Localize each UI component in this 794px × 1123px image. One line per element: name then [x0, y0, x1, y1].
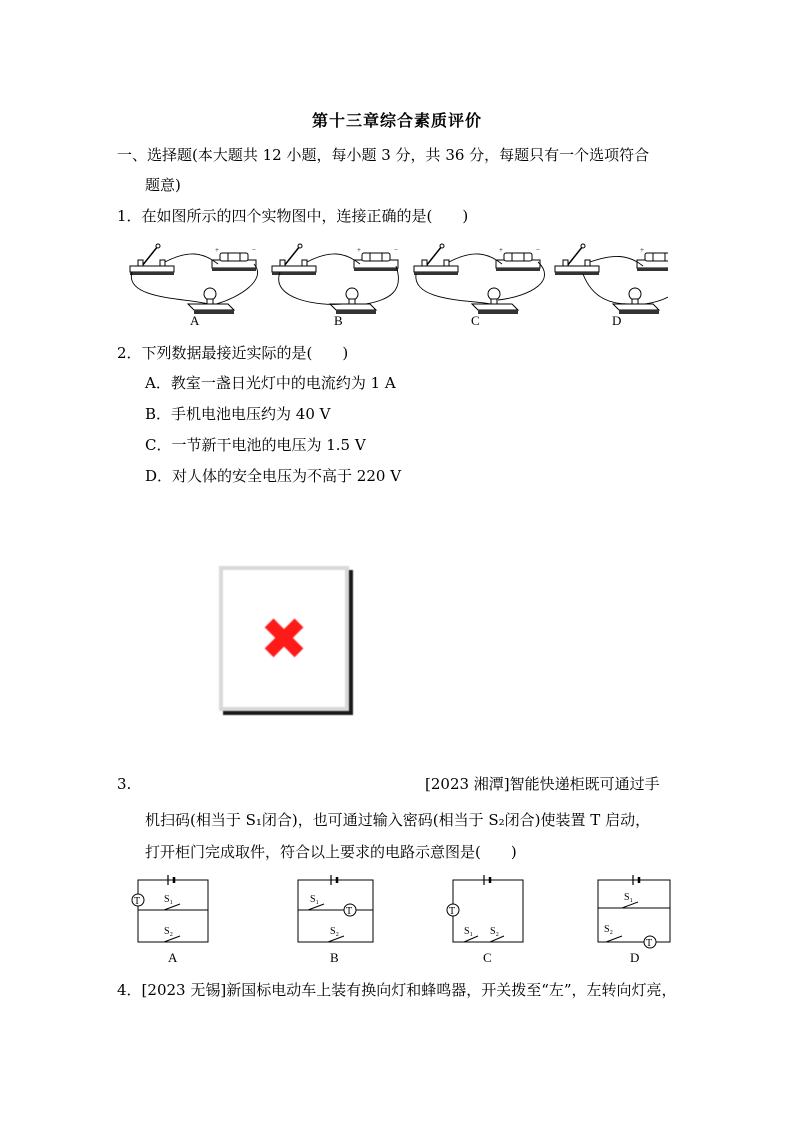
q3-label-c: C	[483, 950, 492, 965]
q3-c-device: T	[449, 906, 456, 917]
question-2-stem: 2．下列数据最接近实际的是( )	[117, 344, 349, 362]
q3-d-s1: S₁	[624, 892, 634, 903]
question-3-figure	[128, 870, 678, 970]
figure-label-d: D	[612, 313, 622, 328]
q3-d-s2: S₂	[604, 924, 614, 935]
question-1-figure	[128, 240, 668, 330]
page-title: 第十三章综合素质评价	[311, 111, 482, 130]
q3-d-device: T	[646, 938, 653, 949]
q3-a-device: T	[134, 896, 141, 907]
q3-a-s1: S₁	[164, 894, 174, 905]
q3-label-d: D	[630, 950, 640, 965]
question-3-number: 3.	[117, 775, 132, 793]
figure-label-b: B	[334, 313, 343, 328]
q3-c-s1: S₁	[464, 926, 474, 937]
question-4-stem: 4．[2023 无锡]新国标电动车上装有换向灯和蜂鸣器，开关拨至“左”，左转向灯亮，	[117, 981, 677, 999]
q3-b-device: T	[346, 906, 353, 917]
question-2-option-c: C．一节新干电池的电压为 1.5 V	[145, 436, 366, 454]
q3-a-s2: S₂	[164, 926, 174, 937]
q3-label-a: A	[168, 950, 178, 965]
question-2-option-d: D．对人体的安全电压为不高于 220 V	[145, 467, 402, 485]
q3-c-s2: S₂	[490, 926, 500, 937]
question-3-stem-line1: [2023 湘潭]智能快递柜既可通过手	[425, 775, 660, 793]
section-heading-cont: 题意)	[145, 176, 181, 194]
q3-b-s2: S₂	[330, 926, 340, 937]
q3-label-b: B	[330, 950, 339, 965]
q3-b-s1: S₁	[310, 894, 320, 905]
question-3-stem-line3: 打开柜门完成取件，符合以上要求的电路示意图是( )	[145, 843, 517, 861]
question-3-stem-line2: 机扫码(相当于 S₁闭合)，也可通过输入密码(相当于 S₂闭合)使装置 T 启动，	[145, 811, 651, 829]
question-1-stem: 1．在如图所示的四个实物图中，连接正确的是( )	[117, 207, 469, 225]
broken-image-icon: ✖	[259, 605, 309, 673]
question-2-option-b: B．手机电池电压约为 40 V	[145, 405, 331, 423]
figure-label-c: C	[471, 313, 480, 328]
question-2-option-a: A．教室一盏日光灯中的电流约为 1 A	[145, 374, 396, 392]
section-heading: 一、选择题(本大题共 12 小题，每小题 3 分，共 36 分，每题只有一个选项符合	[117, 146, 650, 164]
figure-label-a: A	[190, 313, 200, 328]
broken-image-placeholder	[219, 566, 349, 711]
